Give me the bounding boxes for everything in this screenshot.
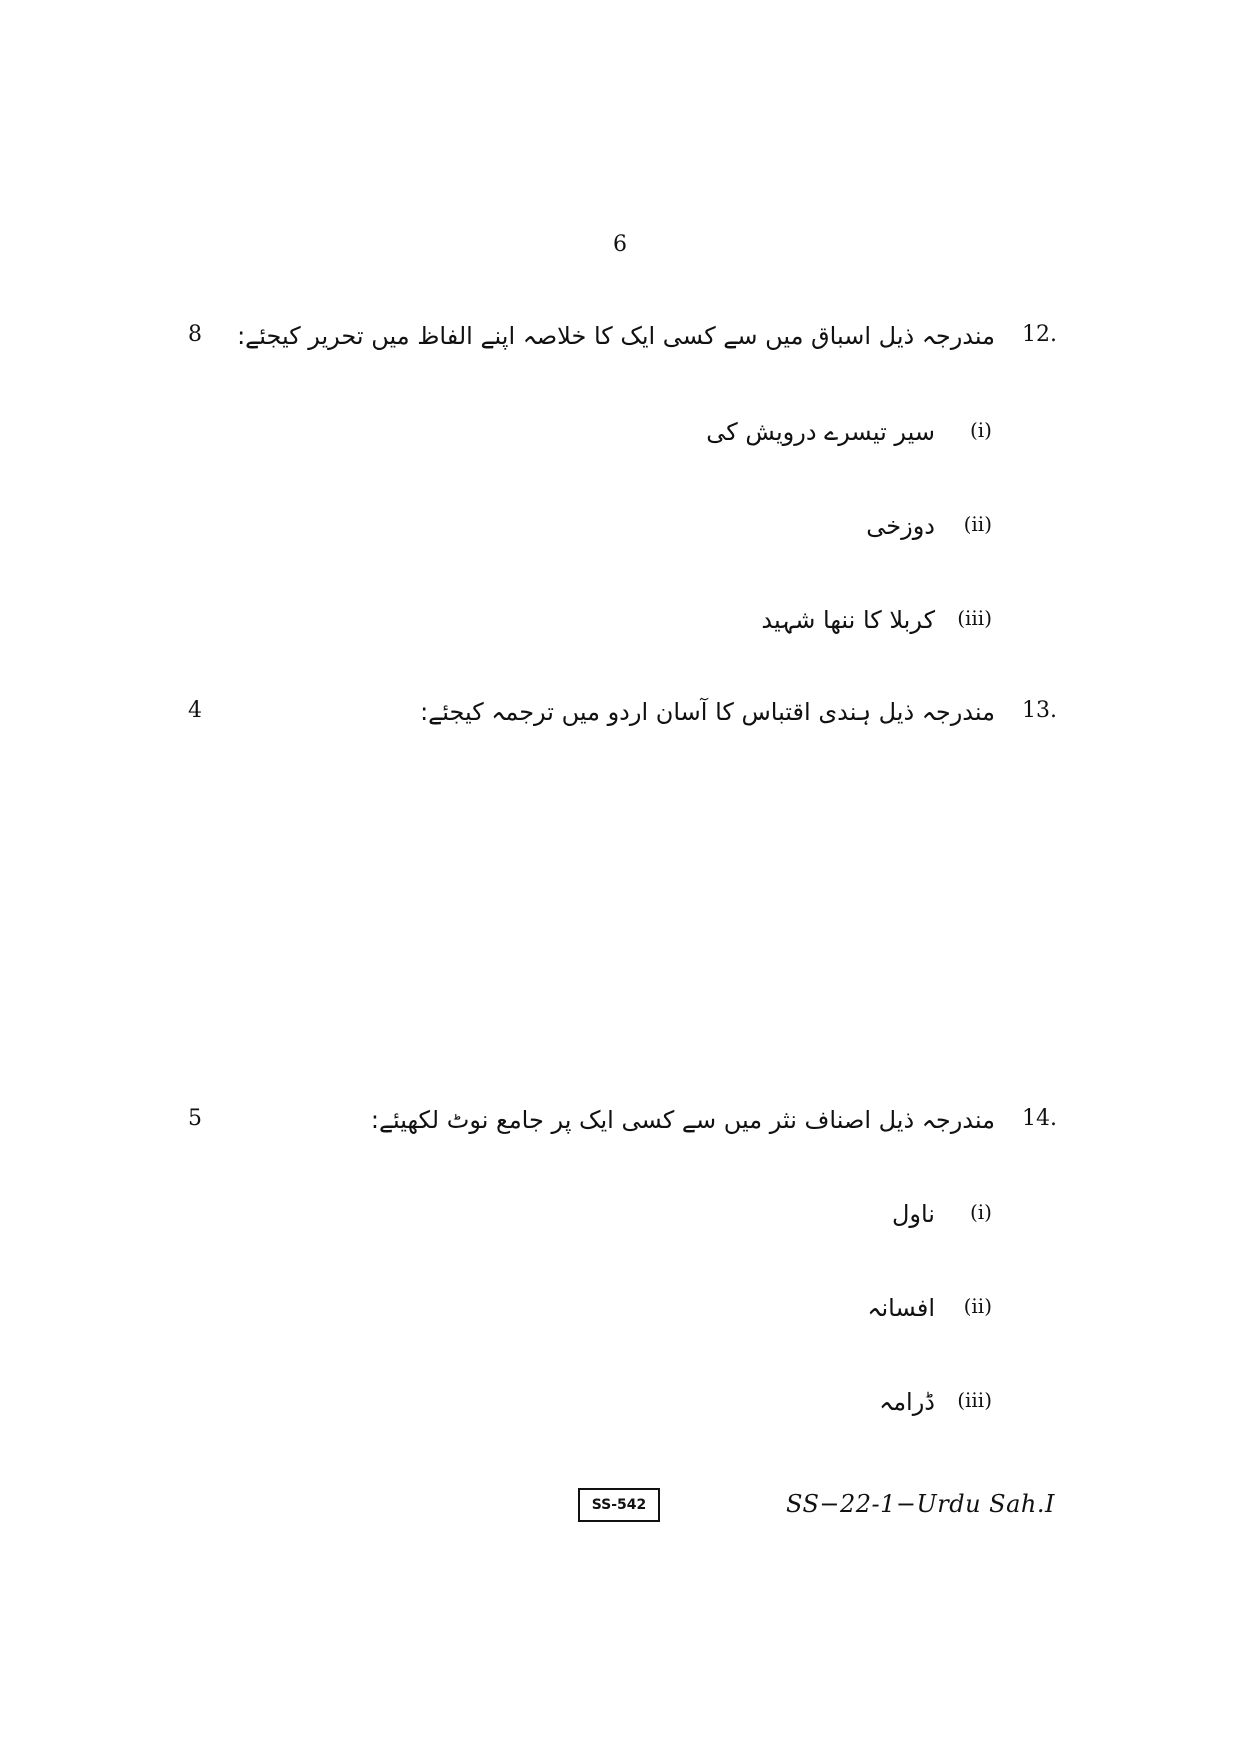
option-number: (ii) [963, 1294, 992, 1318]
paper-code-box: SS-542 [578, 1488, 660, 1522]
option-text: افسانہ [867, 1294, 935, 1322]
question-number: 13. [1022, 698, 1057, 723]
question-number: 14. [1022, 1106, 1057, 1131]
option-number: (i) [969, 418, 992, 442]
question-text: مندرجہ ذیل اصناف نثر میں سے کسی ایک پر جامع نوٹ لکھیئے: [370, 1106, 995, 1134]
marks: 8 [188, 322, 202, 347]
marks: 5 [188, 1106, 202, 1131]
option-number: (i) [969, 1200, 992, 1224]
question-text: مندرجہ ذیل ہندی اقتباس کا آسان اردو میں ترجمہ کیجئے: [420, 698, 995, 726]
option-text: ڈرامہ [879, 1388, 935, 1416]
marks: 4 [188, 698, 202, 723]
question-text: مندرجہ ذیل اسباق میں سے کسی ایک کا خلاصہ اپنے الفاظ میں تحریر کیجئے: [237, 322, 995, 350]
option-text: کربلا کا ننھا شہید [761, 606, 935, 634]
page-number: 6 [613, 232, 627, 257]
option-number: (ii) [963, 512, 992, 536]
paper-id: SS−22-1−Urdu Sah.I [785, 1490, 1055, 1518]
option-text: سیر تیسرے درویش کی [706, 418, 935, 446]
option-number: (iii) [957, 1388, 992, 1412]
option-text: دوزخی [866, 512, 935, 540]
question-number: 12. [1022, 322, 1057, 347]
option-text: ناول [891, 1200, 935, 1228]
option-number: (iii) [957, 606, 992, 630]
